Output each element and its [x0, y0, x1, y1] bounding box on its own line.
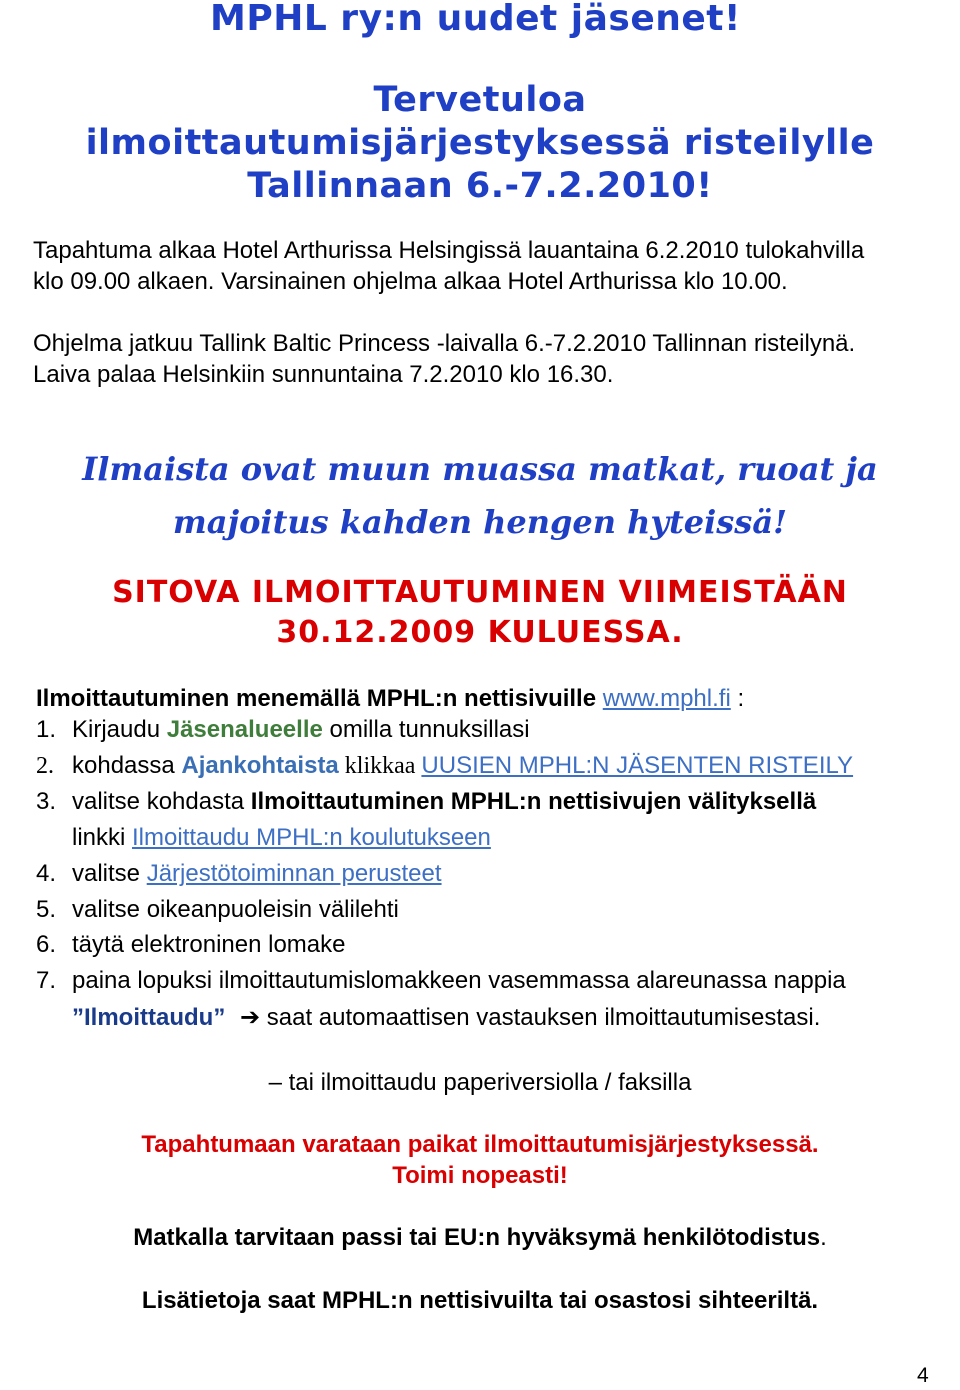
step-6-number: 6.	[36, 931, 57, 958]
step-3-text-b: Ilmoittautuminen MPHL:n nettisivujen välityksellä	[250, 788, 817, 815]
free-note-line-2: majoitus kahden hengen hyteissä!	[172, 503, 788, 541]
step-3-number: 3.	[36, 788, 57, 815]
step-7-continued	[72, 1000, 820, 1035]
red-notice-line-1: Tapahtumaan varataan paikat ilmoittautumisjärjestyksessä.	[141, 1131, 819, 1158]
deadline-line-1: SITOVA ILMOITTAUTUMINEN VIIMEISTÄÄN	[112, 575, 848, 610]
step-4-text-a: valitse	[72, 860, 147, 887]
intro-p1-line1: Tapahtuma alkaa Hotel Arthurissa Helsingissä lauantaina 6.2.2010 tulokahvilla	[33, 237, 865, 264]
welcome-line-2: ilmoittautumisjärjestyksessä risteilylle	[85, 123, 875, 163]
passport-text: Matkalla tarvitaan passi tai EU:n hyväksymä henkilötodistus	[133, 1224, 821, 1251]
registration-colon: :	[730, 685, 745, 712]
step-2-text-a: kohdassa	[72, 752, 182, 779]
welcome-line-3: Tallinnaan 6.-7.2.2010!	[247, 166, 713, 206]
page-number: 4	[917, 1364, 929, 1387]
step-1-text-a: Kirjaudu	[72, 716, 167, 743]
intro-p1-line2: klo 09.00 alkaen. Varsinainen ohjelma alkaa Hotel Arthurissa klo 10.00.	[33, 268, 788, 295]
more-info: Lisätietoja saat MPHL:n nettisivuilta tai osastosi sihteeriltä.	[141, 1287, 819, 1314]
arrow-right-icon: ➔	[240, 1003, 261, 1031]
step-3-text-c: linkki	[72, 824, 133, 851]
step-7-text-a: paina lopuksi ilmoittautumislomakkeen vasemmassa alareunassa nappia	[72, 967, 846, 994]
paper-option: – tai ilmoittaudu paperiversiolla / faksilla	[268, 1069, 692, 1096]
step-5-text: valitse oikeanpuoleisin välilehti	[72, 896, 399, 923]
mphl-website-link[interactable]: www.mphl.fi	[602, 685, 731, 712]
step-3-text-a: valitse kohdasta	[72, 788, 251, 815]
page-title: MPHL ry:n uudet jäsenet!	[210, 0, 741, 39]
ilmoittaudu-button-label: ”Ilmoittaudu”	[72, 1004, 226, 1031]
step-5-number: 5.	[36, 896, 57, 923]
ajankohtaista-term: Ajankohtaista	[181, 752, 339, 779]
step-3-continued	[72, 821, 491, 855]
welcome-line-1: Tervetuloa	[373, 80, 587, 120]
free-note-line-1: Ilmaista ovat muun muassa matkat, ruoat ja	[82, 450, 878, 488]
step-1-text-c: omilla tunnuksillasi	[322, 716, 530, 743]
step-1-number: 1.	[36, 716, 57, 743]
red-notice-line-2: Toimi nopeasti!	[392, 1162, 568, 1189]
jarjestotoiminnan-perusteet-link[interactable]: Järjestötoiminnan perusteet	[146, 860, 442, 887]
step-2-number: 2.	[36, 753, 54, 779]
uusien-jasenten-risteily-link[interactable]: UUSIEN MPHL:N JÄSENTEN RISTEILY	[421, 752, 854, 779]
deadline-line-2: 30.12.2009 KULUESSA.	[276, 615, 684, 650]
step-2-text-c: klikkaa	[338, 753, 422, 779]
step-7-number: 7.	[36, 967, 57, 994]
passport-notice	[0, 1221, 960, 1255]
ilmoittaudu-koulutukseen-link[interactable]: Ilmoittaudu MPHL:n koulutukseen	[132, 824, 491, 851]
step-7-text-c: saat automaattisen vastauksen ilmoittautumisestasi.	[260, 1004, 821, 1031]
registration-heading-text: Ilmoittautuminen menemällä MPHL:n nettisivuille	[36, 685, 597, 712]
jasenalue-term: Jäsenalueelle	[166, 716, 323, 743]
step-6-text: täytä elektroninen lomake	[72, 931, 346, 958]
registration-heading	[36, 682, 744, 716]
step-4-number: 4.	[36, 860, 57, 887]
passport-period: .	[820, 1224, 827, 1251]
intro-p2-line1: Ohjelma jatkuu Tallink Baltic Princess -laivalla 6.-7.2.2010 Tallinnan risteilynä.	[33, 330, 856, 357]
intro-p2-line2: Laiva palaa Helsinkiin sunnuntaina 7.2.2010 klo 16.30.	[33, 361, 614, 388]
